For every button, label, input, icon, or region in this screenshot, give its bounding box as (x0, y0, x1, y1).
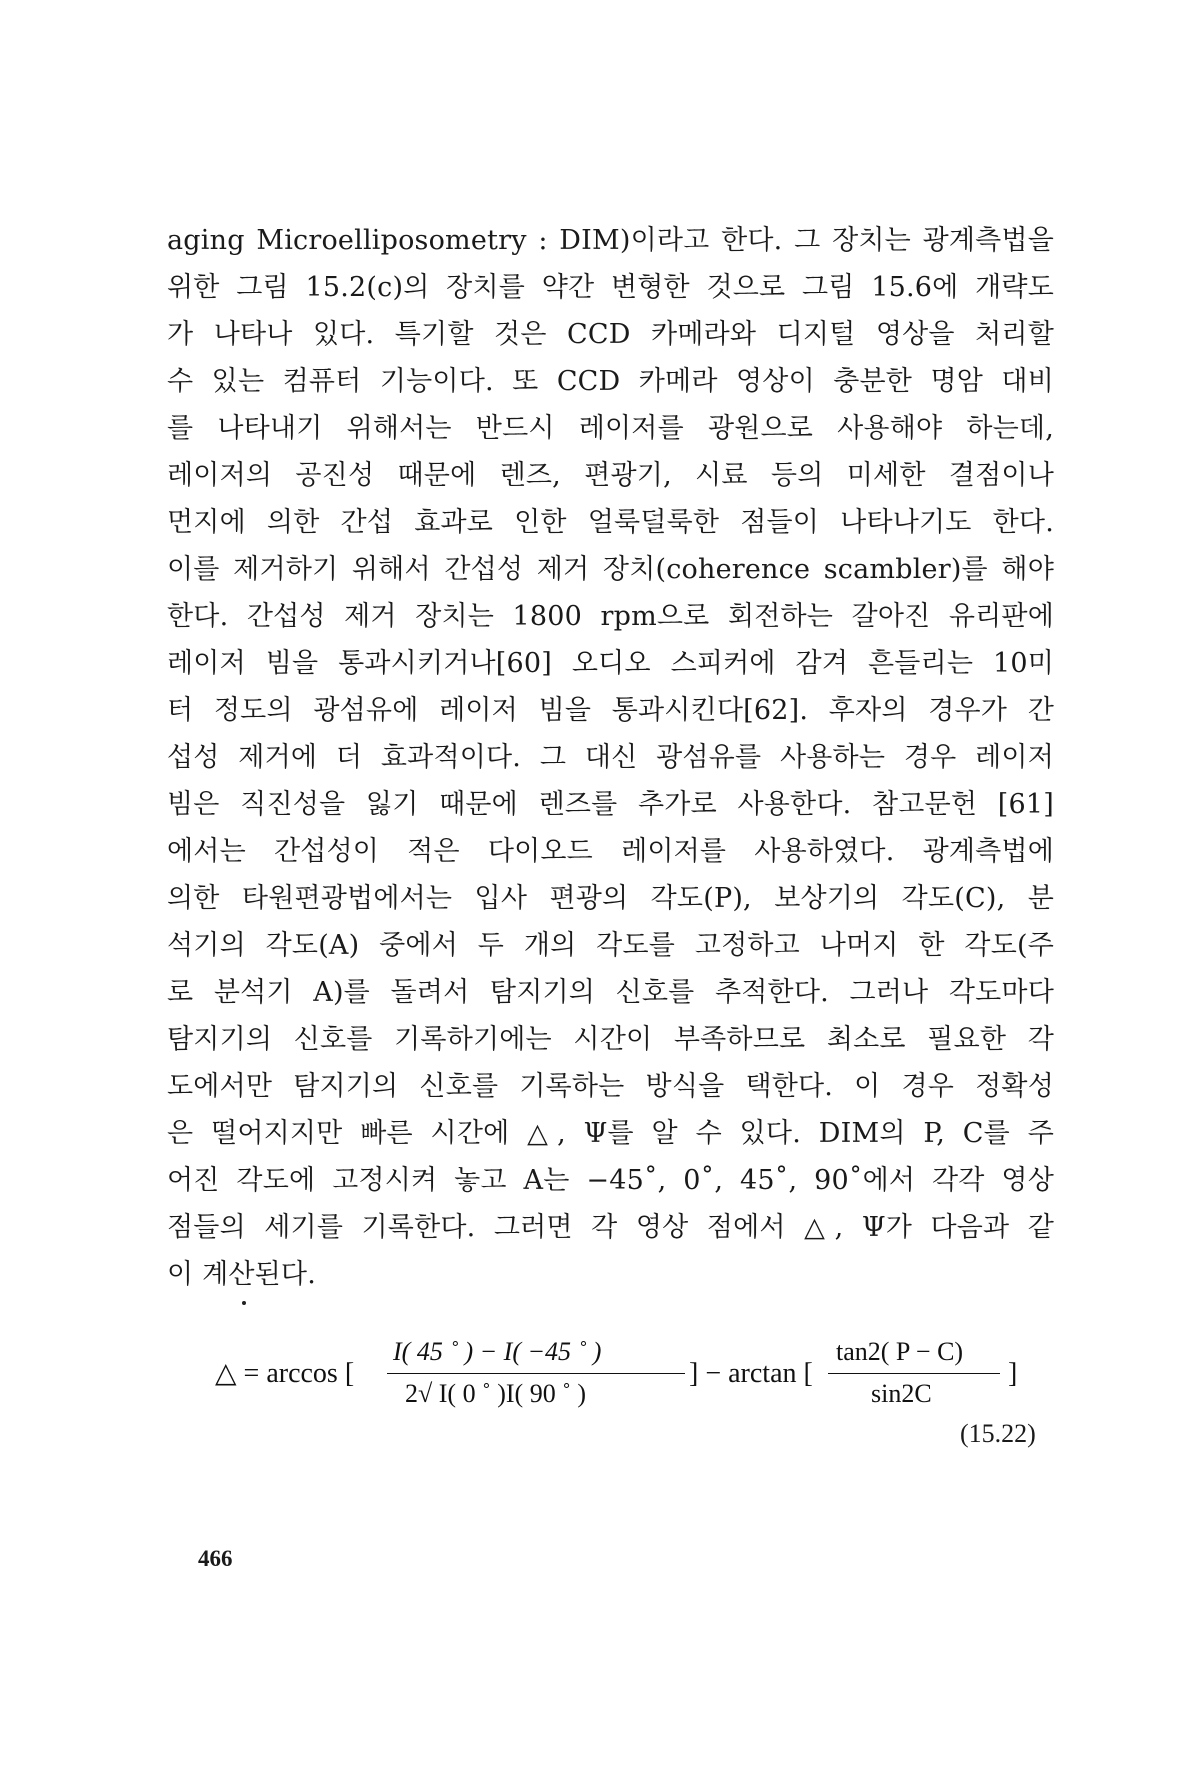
equation-middle: ] − arctan [ (689, 1358, 813, 1389)
text-line: 빔은 직진성을 잃기 때문에 렌즈를 추가로 사용한다. 참고문헌 [61] (167, 789, 1054, 820)
fraction-1-denominator: 2√ I( 0 ˚ )I( 90 ˚ ) (405, 1379, 587, 1408)
text-line: 로 분석기 A)를 돌려서 탐지기의 신호를 추적한다. 그러나 각도마다 (167, 977, 1054, 1008)
text-line: 섭성 제거에 더 효과적이다. 그 대신 광섬유를 사용하는 경우 레이저 (167, 742, 1054, 773)
text-line: 레이저의 공진성 때문에 렌즈, 편광기, 시료 등의 미세한 결점이나 (167, 460, 1054, 491)
text-line: aging Microelliposometry : DIM)이라고 한다. 그 장치는 광계측법을 (167, 225, 1054, 256)
text-line: 석기의 각도(A) 중에서 두 개의 각도를 고정하고 나머지 한 각도(주 (167, 930, 1054, 961)
text-line: 은 떨어지지만 빠른 시간에 △, Ψ를 알 수 있다. DIM의 P, C를 주 (167, 1118, 1054, 1149)
equation-15-22 (215, 1327, 1018, 1427)
text-line: 이 계산된다. (167, 1259, 316, 1290)
text-line: 위한 그림 15.2(c)의 장치를 약간 변형한 것으로 그림 15.6에 개략도 (167, 272, 1054, 303)
text-line: 터 정도의 광섬유에 레이저 빔을 통과시킨다[62]. 후자의 경우가 간 (167, 695, 1054, 726)
equation-rhs: ] (1008, 1358, 1018, 1389)
text-line: 먼지에 의한 간섭 효과로 인한 얼룩덜룩한 점들이 나타나기도 한다. (167, 507, 1054, 538)
text-line: 가 나타나 있다. 특기할 것은 CCD 카메라와 디지털 영상을 처리할 (167, 319, 1054, 350)
stray-dot (242, 1301, 246, 1305)
equation-number: (15.22) (960, 1419, 1036, 1448)
text-line: 를 나타내기 위해서는 반드시 레이저를 광원으로 사용해야 하는데, (167, 413, 1054, 444)
fraction-2-denominator: sin2C (871, 1379, 932, 1408)
fraction-2-bar (828, 1373, 1000, 1374)
fraction-1-numerator: I( 45 ˚ ) − I( −45 ˚ ) (393, 1337, 602, 1366)
text-line: 에서는 간섭성이 적은 다이오드 레이저를 사용하였다. 광계측법에 (167, 836, 1054, 867)
text-line: 의한 타원편광법에서는 입사 편광의 각도(P), 보상기의 각도(C), 분 (167, 883, 1054, 914)
equation-lhs: △ = arccos [ (215, 1358, 355, 1389)
text-line: 탐지기의 신호를 기록하기에는 시간이 부족하므로 최소로 필요한 각 (167, 1024, 1054, 1055)
fraction-1-bar (387, 1373, 685, 1374)
fraction-2-numerator: tan2( P − C) (836, 1337, 964, 1366)
text-line: 한다. 간섭성 제거 장치는 1800 rpm으로 회전하는 갈아진 유리판에 (167, 601, 1054, 632)
text-line: 이를 제거하기 위해서 간섭성 제거 장치(coherence scambler)를 해야 (167, 554, 1054, 585)
text-line: 수 있는 컴퓨터 기능이다. 또 CCD 카메라 영상이 충분한 명암 대비 (167, 366, 1054, 397)
text-line: 도에서만 탐지기의 신호를 기록하는 방식을 택한다. 이 경우 정확성 (167, 1071, 1054, 1102)
page-number: 466 (198, 1546, 233, 1571)
text-line: 레이저 빔을 통과시키거나[60] 오디오 스피커에 감겨 흔들리는 10미 (167, 648, 1054, 679)
text-line: 점들의 세기를 기록한다. 그러면 각 영상 점에서 △, Ψ가 다음과 같 (167, 1212, 1054, 1243)
text-line: 어진 각도에 고정시켜 놓고 A는 −45˚, 0˚, 45˚, 90˚에서 각각 영상 (167, 1165, 1054, 1196)
